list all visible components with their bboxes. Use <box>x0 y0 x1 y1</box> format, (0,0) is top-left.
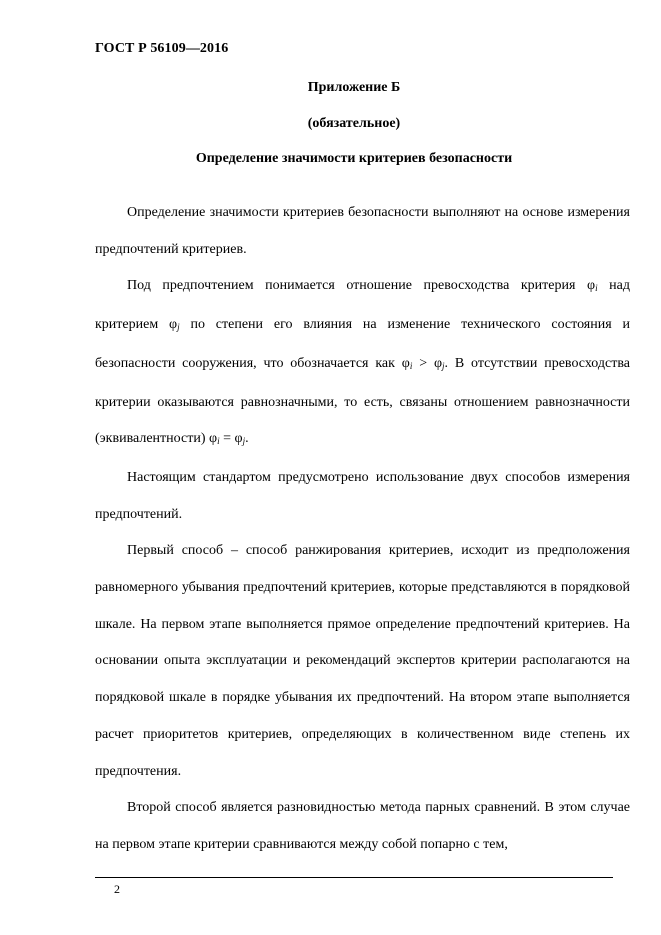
p2-text-3: по степени его влияния на изменение технического состояния и безопасности сооружения, что обозначается как <box>95 317 630 371</box>
subscript-i: i <box>595 283 598 294</box>
symbol-phi-i-3: φ <box>208 431 218 447</box>
paragraph-3: Настоящим стандартом предусмотрено использование двух способов измерения предпочтений. <box>95 469 630 522</box>
symbol-phi-j-3: φ <box>234 431 243 447</box>
standard-designation: ГОСТ Р 56109—2016 <box>95 41 229 56</box>
page-number: 2 <box>114 882 120 896</box>
p2-text-5: . В отсутствии превосходства критерии оказываются равнозначными, то есть, связаны отношением равнозначности (эквивалентности) <box>95 355 630 447</box>
paragraph-4: Первый способ – способ ранжирования критериев, исходит из предположения равномерного убывания предпочтений критериев, которые представляются в порядковой шкале. На первом этапе выполняется прямое определение предпочтений критериев. На основании опыта эксплуатации и рекомендаций экспертов критерии располагаются на порядковой шкале в порядке убывания их предпочтений. На втором этапе выполняется расчет приоритетов критериев, определяющих в количественном виде степень их предпочтения. <box>95 543 630 779</box>
paragraph-2 <box>95 268 630 460</box>
p2-text-2: над критерием <box>95 278 630 333</box>
symbol-phi-i: φ <box>586 278 596 294</box>
symbol-phi-i-2: φ <box>401 355 410 371</box>
p2-text-1: Под предпочтением понимается отношение превосходства критерия <box>127 278 587 294</box>
appendix-status: (обязательное) <box>307 116 401 131</box>
symbol-phi-j-2: φ <box>433 355 443 371</box>
body-text <box>95 195 630 864</box>
paragraph-1: Определение значимости критериев безопасности выполняют на основе измерения предпочтений критериев. <box>95 205 630 257</box>
p2-text-6: = <box>219 431 235 447</box>
appendix-title: Приложение Б <box>307 80 401 95</box>
appendix-heading: Определение значимости критериев безопасности <box>195 151 513 166</box>
p2-text-4: > <box>412 355 434 371</box>
footer-rule <box>95 877 613 878</box>
paragraph-5: Второй способ является разновидностью метода парных сравнений. В этом случае на первом этапе критерии сравниваются между собой попарно с тем, <box>95 800 630 852</box>
subscript-i-3: i <box>217 436 220 447</box>
subscript-j: j <box>177 322 180 333</box>
subscript-i-2: i <box>409 360 413 371</box>
subscript-j-3: j <box>242 436 246 447</box>
subscript-j-2: j <box>442 360 445 371</box>
symbol-phi-j: φ <box>169 317 178 333</box>
p2-text-7: . <box>245 431 249 447</box>
